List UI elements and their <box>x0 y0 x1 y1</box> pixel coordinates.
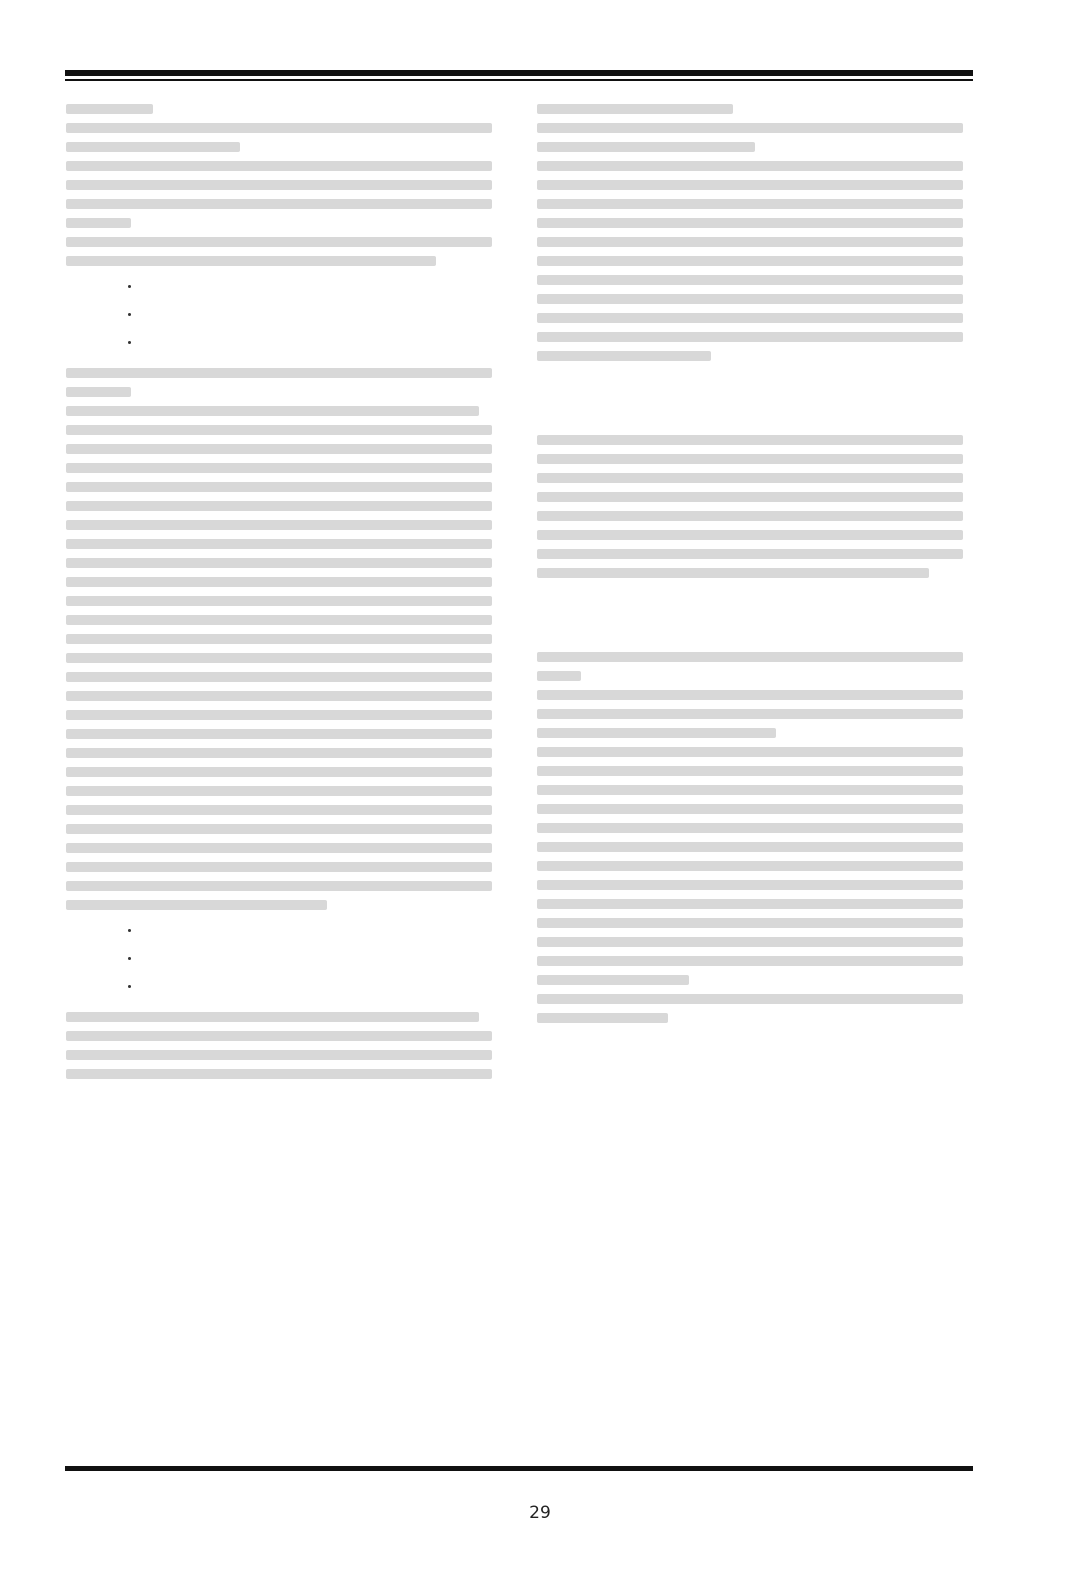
redacted-text-line <box>537 511 963 521</box>
redacted-text-line <box>66 558 492 568</box>
redacted-text-line <box>66 653 492 663</box>
redacted-text-line <box>537 351 711 361</box>
redacted-text-line <box>537 161 963 171</box>
redacted-text-line <box>66 1031 492 1041</box>
redacted-text-line <box>537 313 963 323</box>
redacted-text-line <box>66 482 492 492</box>
redacted-text-line <box>66 634 492 644</box>
redacted-text-line <box>537 842 963 852</box>
redacted-text-line <box>66 710 492 720</box>
redacted-text-line <box>537 918 963 928</box>
redacted-text-line <box>66 180 492 190</box>
redacted-text-line <box>66 199 492 209</box>
redacted-text-line <box>537 880 963 890</box>
redacted-text-line <box>66 748 492 758</box>
redacted-text-line <box>66 729 492 739</box>
scene-break <box>66 275 501 359</box>
redacted-text-line <box>537 473 963 483</box>
redacted-text-line <box>66 1050 492 1060</box>
redacted-text-line <box>66 862 492 872</box>
redacted-text-line <box>66 142 240 152</box>
redacted-text-line <box>537 690 963 700</box>
redacted-text-line <box>537 180 963 190</box>
redacted-text-line <box>66 881 492 891</box>
redacted-text-line <box>66 615 492 625</box>
footer-rule <box>65 1466 973 1471</box>
redacted-text-line <box>66 256 436 266</box>
section-gap <box>537 370 972 426</box>
redacted-text-line <box>537 728 776 738</box>
redacted-text-line <box>537 899 963 909</box>
page-number: 29 <box>529 1503 551 1523</box>
redacted-text-line <box>537 766 963 776</box>
redacted-text-line <box>537 142 755 152</box>
header-rule-thin <box>65 79 973 81</box>
redacted-text-line <box>537 454 963 464</box>
redacted-text-line <box>537 747 963 757</box>
text-column-left <box>66 95 501 1088</box>
redacted-text-line <box>537 256 963 266</box>
redacted-text-line <box>66 691 492 701</box>
header-rule <box>65 70 973 76</box>
redacted-text-line <box>537 549 963 559</box>
redacted-text-line <box>66 824 492 834</box>
redacted-text-line <box>66 1012 479 1022</box>
redacted-text-line <box>66 463 492 473</box>
redacted-text-line <box>537 785 963 795</box>
redacted-text-line <box>66 1069 492 1079</box>
redacted-text-line <box>537 861 963 871</box>
redacted-text-line <box>66 786 492 796</box>
redacted-text-line <box>66 237 492 247</box>
redacted-text-line <box>537 435 963 445</box>
redacted-text-line <box>66 387 131 397</box>
redacted-text-line <box>66 596 492 606</box>
redacted-text-line <box>537 709 963 719</box>
redacted-text-line <box>66 672 492 682</box>
redacted-text-line <box>537 492 963 502</box>
redacted-text-line <box>537 975 689 985</box>
redacted-text-line <box>537 994 963 1004</box>
redacted-text-line <box>537 218 963 228</box>
redacted-text-line <box>66 520 492 530</box>
redacted-text-line <box>66 104 153 114</box>
redacted-text-line <box>537 823 963 833</box>
redacted-text-line <box>537 237 963 247</box>
redacted-text-line <box>537 123 963 133</box>
redacted-text-line <box>537 956 963 966</box>
redacted-text-line <box>537 332 963 342</box>
redacted-text-line <box>537 199 963 209</box>
redacted-text-line <box>66 123 492 133</box>
text-column-right <box>537 95 972 1032</box>
redacted-text-line <box>537 294 963 304</box>
redacted-text-line <box>537 937 963 947</box>
redacted-text-line <box>537 804 963 814</box>
redacted-text-line <box>537 1013 668 1023</box>
redacted-text-line <box>66 161 492 171</box>
redacted-text-line <box>537 104 733 114</box>
redacted-text-line <box>66 577 492 587</box>
redacted-text-line <box>66 425 492 435</box>
redacted-text-line <box>66 900 327 910</box>
redacted-text-line <box>537 671 581 681</box>
redacted-text-line <box>66 218 131 228</box>
redacted-text-line <box>537 530 963 540</box>
redacted-text-line <box>66 501 492 511</box>
redacted-text-line <box>66 406 479 416</box>
redacted-text-line <box>537 568 929 578</box>
redacted-text-line <box>66 539 492 549</box>
redacted-text-line <box>537 275 963 285</box>
redacted-text-line <box>537 652 963 662</box>
scene-break <box>66 919 501 1003</box>
redacted-text-line <box>66 843 492 853</box>
redacted-text-line <box>66 805 492 815</box>
redacted-text-line <box>66 767 492 777</box>
redacted-text-line <box>66 444 492 454</box>
redacted-text-line <box>66 368 492 378</box>
section-gap <box>537 587 972 643</box>
